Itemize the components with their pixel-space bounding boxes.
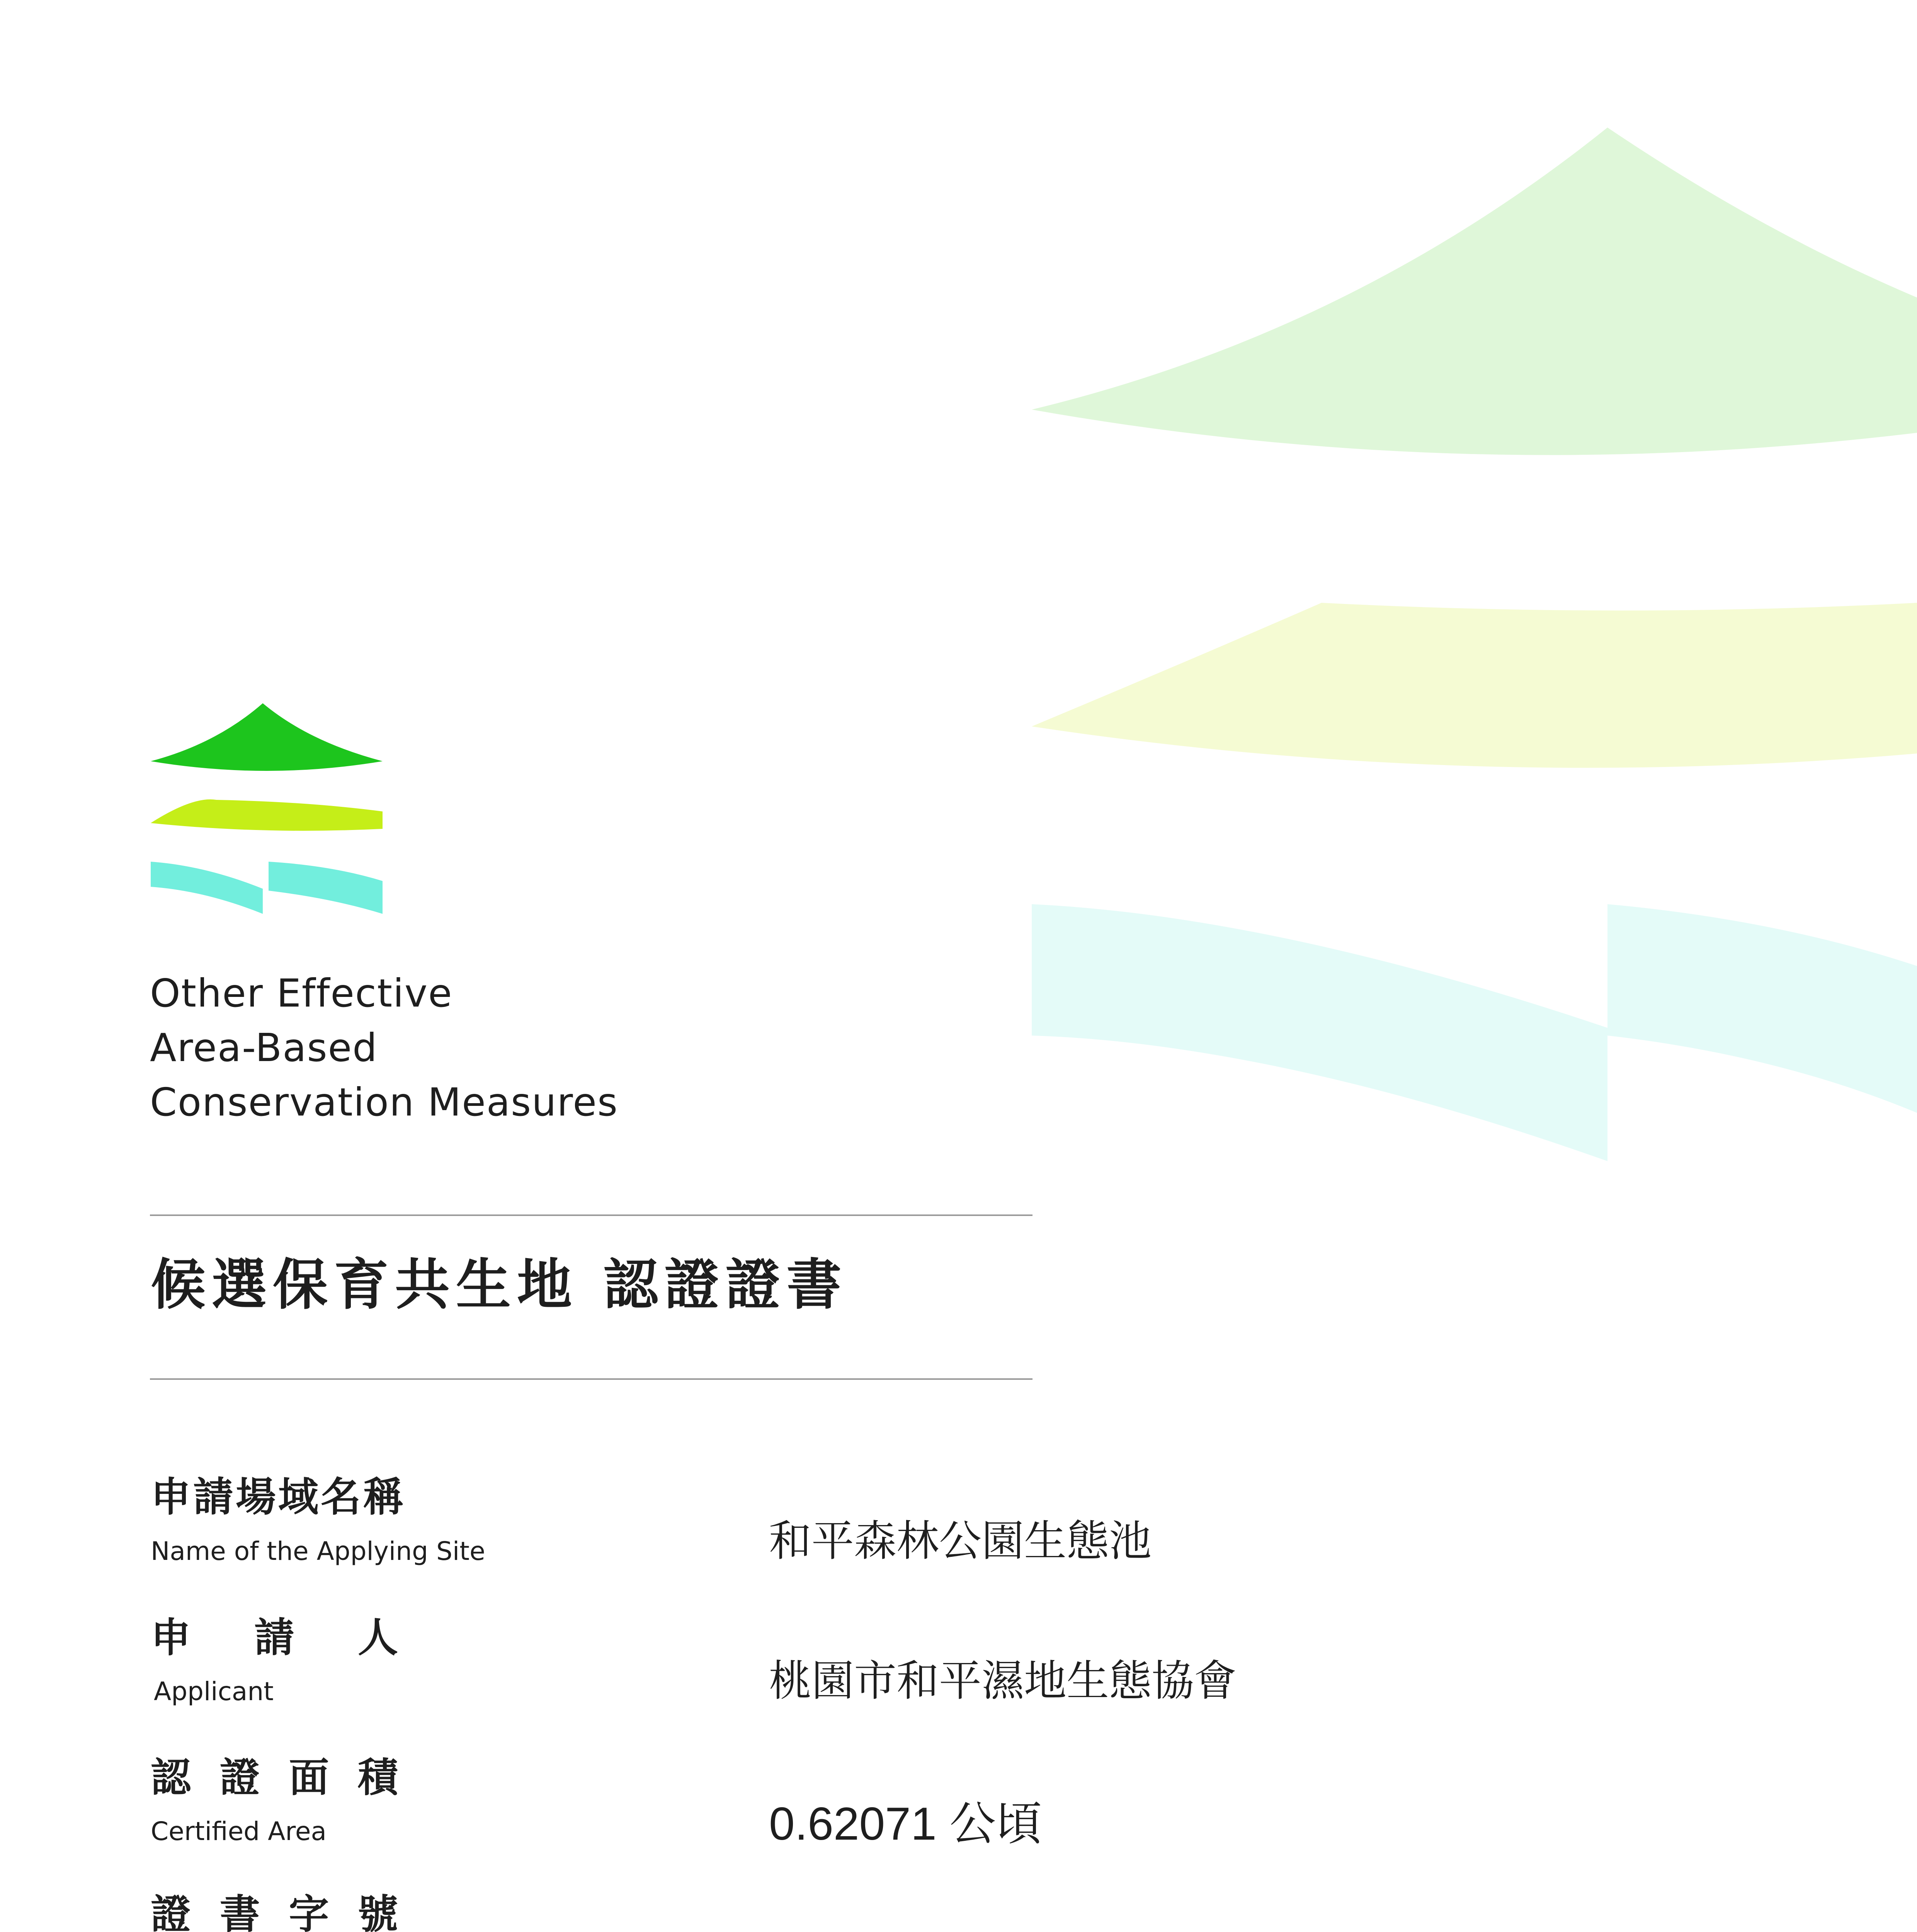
divider-top (150, 1214, 1032, 1216)
field-area-label-char: 證 (219, 1754, 260, 1801)
field-site-name-label-zh: 申請場域名稱 (151, 1473, 406, 1520)
field-area-label-en: Certified Area (151, 1816, 327, 1846)
field-applicant-label-char: 請 (254, 1614, 294, 1661)
decor-wave-right (1607, 904, 1917, 1113)
field-cert-number-label-char: 書 (219, 1891, 260, 1932)
field-cert-number-label-zh (151, 1891, 398, 1932)
field-applicant-label-char: 申 (151, 1614, 191, 1661)
certificate-title: 候選保育共生地 認證證書 (151, 1253, 848, 1317)
field-cert-number-label-char: 證 (151, 1891, 191, 1932)
field-area-label-char: 認 (151, 1754, 191, 1801)
emblem-caption-line-1: Other Effective (150, 971, 453, 1016)
field-area-label-char: 面 (289, 1754, 329, 1801)
emblem-band-shape (151, 799, 383, 831)
oecm-emblem (147, 696, 386, 927)
field-applicant-label-zh (151, 1614, 398, 1661)
emblem-roof-shape (151, 703, 383, 771)
emblem-caption-line-2: Area-Based (150, 1025, 378, 1070)
decor-roof-shape (1032, 128, 1917, 455)
emblem-caption-line-3: Conservation Measures (150, 1080, 619, 1125)
emblem-caption (150, 966, 618, 1129)
field-applicant-label-char: 人 (357, 1614, 398, 1661)
field-area-label-char: 積 (357, 1754, 398, 1801)
divider-bottom (150, 1378, 1032, 1380)
emblem-wave-left (151, 862, 263, 914)
decor-wave-left (1032, 904, 1607, 1161)
field-applicant-value: 桃園市和平濕地生態協會 (769, 1656, 1237, 1706)
field-applicant-label-en: Applicant (154, 1677, 274, 1706)
field-site-name-value: 和平森林公園生態池 (769, 1516, 1152, 1566)
field-area-label-zh (151, 1754, 398, 1801)
emblem-wave-right (269, 862, 383, 914)
field-cert-number-label-char: 字 (289, 1891, 329, 1932)
field-area-value: 0.62071 公頃 (769, 1798, 1043, 1850)
field-site-name-label-en: Name of the Applying Site (151, 1536, 485, 1566)
field-cert-number-label-char: 號 (357, 1891, 398, 1932)
decor-band-shape (1032, 603, 1917, 768)
